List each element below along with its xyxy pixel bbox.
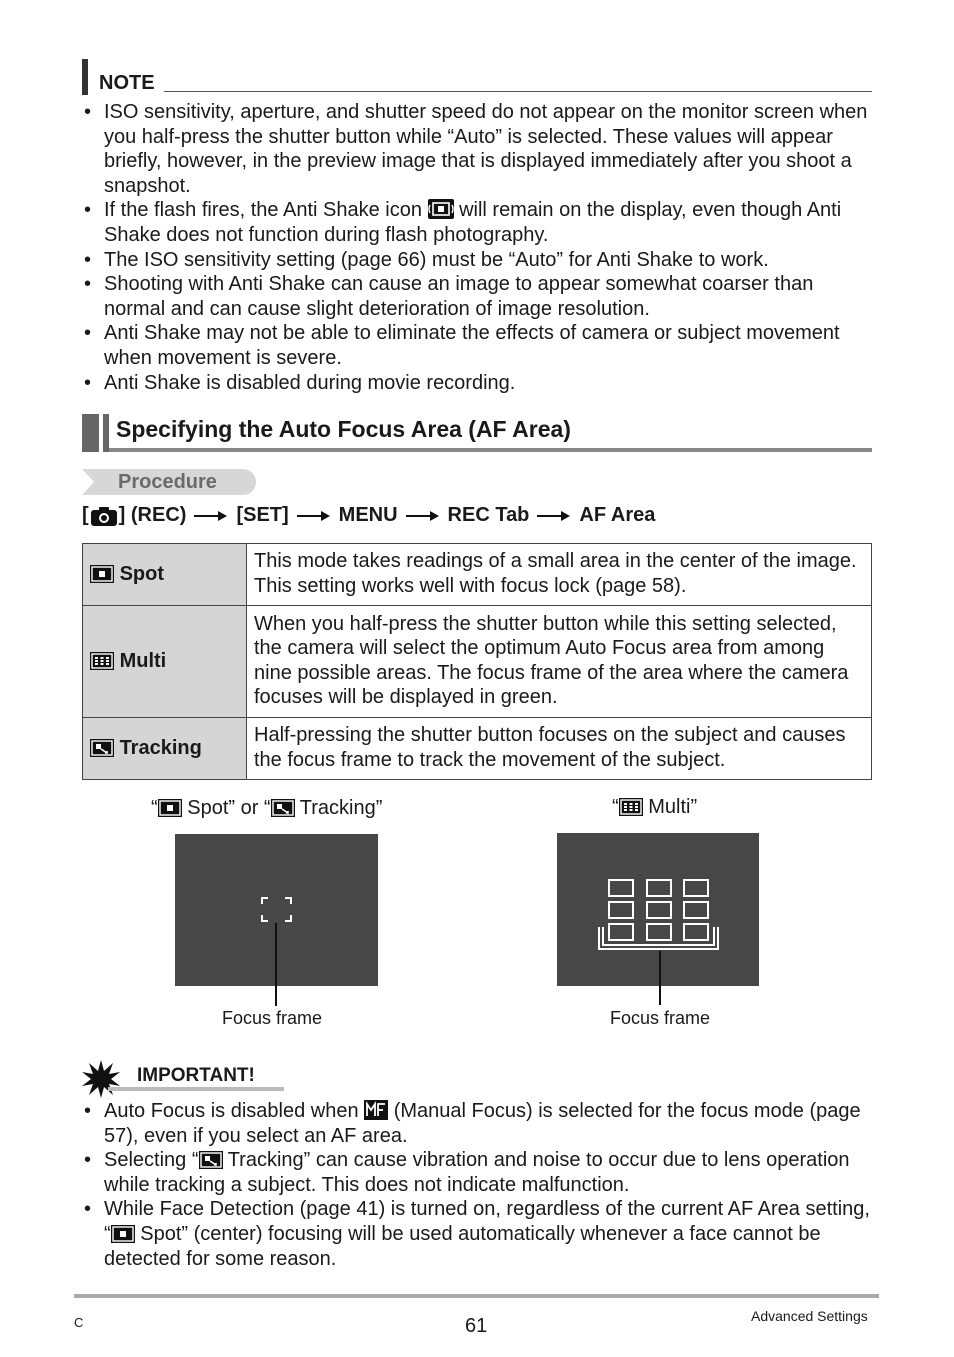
list-item: • Anti Shake is disabled during movie recording. (82, 371, 872, 396)
path-step-rec-tab: REC Tab (447, 504, 530, 526)
list-item: • Selecting “ Tracking” can cause vibration and noise to occur due to lens operation while tracking a subject. This does not indicate malfunction. (82, 1148, 872, 1197)
arrow-right-icon (297, 510, 331, 522)
important-title: IMPORTANT! (137, 1065, 255, 1086)
list-item: • Shooting with Anti Shake can cause an image to appear somewhat coarser than normal and can cause slight deterioration of image resolution. (82, 272, 872, 321)
note-divider (164, 91, 872, 92)
path-step-set: [SET] (236, 504, 289, 526)
page-number: 61 (465, 1315, 488, 1337)
section-title: Specifying the Auto Focus Area (AF Area) (116, 416, 571, 442)
focus-frame-label: Focus frame (610, 1008, 711, 1028)
arrow-right-icon (194, 510, 228, 522)
note-title: NOTE (99, 72, 155, 94)
note-list (82, 100, 872, 395)
mode-desc-cell: This mode takes readings of a small area in the center of the image. This setting works well with focus lock (page 58). (247, 544, 872, 606)
spot-icon (90, 565, 114, 583)
diagram-caption-multi: “ Multi” (612, 796, 698, 818)
section-underline (109, 448, 872, 452)
note-marker (82, 59, 88, 95)
list-item: • The ISO sensitivity setting (page 66) must be “Auto” for Anti Shake to work. (82, 248, 872, 273)
spot-icon (158, 799, 182, 817)
path-step-menu: MENU (338, 504, 398, 526)
burst-icon (82, 1060, 120, 1098)
section-marker-thin (103, 414, 109, 452)
footer-divider (74, 1294, 879, 1298)
focus-frame-spot (175, 834, 378, 1009)
important-list (82, 1099, 872, 1271)
af-mode-table (82, 543, 872, 780)
mode-name-cell: Spot (83, 544, 247, 606)
table-row (83, 544, 872, 606)
tracking-icon (199, 1151, 223, 1169)
mode-desc-cell: When you half-press the shutter button while this setting selected, the camera will select the optimum Auto Focus area from among nine possible areas. The focus frame of the area where the camera focuses will be displayed in green. (247, 606, 872, 718)
tracking-icon (271, 799, 295, 817)
path-step-af-area: AF Area (579, 504, 656, 526)
multi-icon (90, 652, 114, 670)
arrow-right-icon (537, 510, 571, 522)
anti-shake-icon (428, 199, 454, 219)
list-item: • If the flash fires, the Anti Shake icon will remain on the display, even though Anti Shake does not function during flash photography. (82, 198, 872, 247)
arrow-right-icon (406, 510, 440, 522)
procedure-chevron (82, 469, 94, 495)
tracking-icon (90, 739, 114, 757)
section-marker (82, 414, 99, 452)
mode-desc-cell: Half-pressing the shutter button focuses on the subject and causes the focus frame to track the movement of the subject. (247, 718, 872, 780)
focus-frame-multi (557, 833, 759, 1008)
mode-name-cell: Tracking (83, 718, 247, 780)
list-item: • ISO sensitivity, aperture, and shutter speed do not appear on the monitor screen when you half-press the shutter button while “Auto” is selected. These values will appear briefly, however, in the preview image that is displayed immediately after you shoot a snapshot. (82, 100, 872, 198)
diagram-caption-spot-tracking: “ Spot” or “ Tracking” (151, 797, 383, 819)
footer-chapter: Advanced Settings (751, 1308, 868, 1324)
list-item: • Anti Shake may not be able to eliminate the effects of camera or subject movement when movement is severe. (82, 321, 872, 370)
focus-frame-label: Focus frame (222, 1008, 323, 1028)
table-row (83, 718, 872, 780)
important-underline (108, 1087, 284, 1091)
mode-name-cell: Multi (83, 606, 247, 718)
menu-path: [ ] (REC) [SET] MENU REC Tab AF Area (82, 504, 656, 526)
camera-icon (91, 506, 117, 526)
list-item: • Auto Focus is disabled when (Manual Focus) is selected for the focus mode (page 57), even if you select an AF area. (82, 1099, 872, 1148)
table-row (83, 606, 872, 718)
footer-left-mark: C (74, 1315, 84, 1330)
procedure-label: Procedure (118, 471, 217, 493)
list-item: • While Face Detection (page 41) is turned on, regardless of the current AF Area setting, “ Spot” (center) focusing will be used automatically whenever a face cannot be detected for some reason. (82, 1197, 872, 1271)
spot-icon (111, 1225, 135, 1243)
multi-icon (619, 798, 643, 816)
manual-focus-icon (364, 1100, 388, 1120)
